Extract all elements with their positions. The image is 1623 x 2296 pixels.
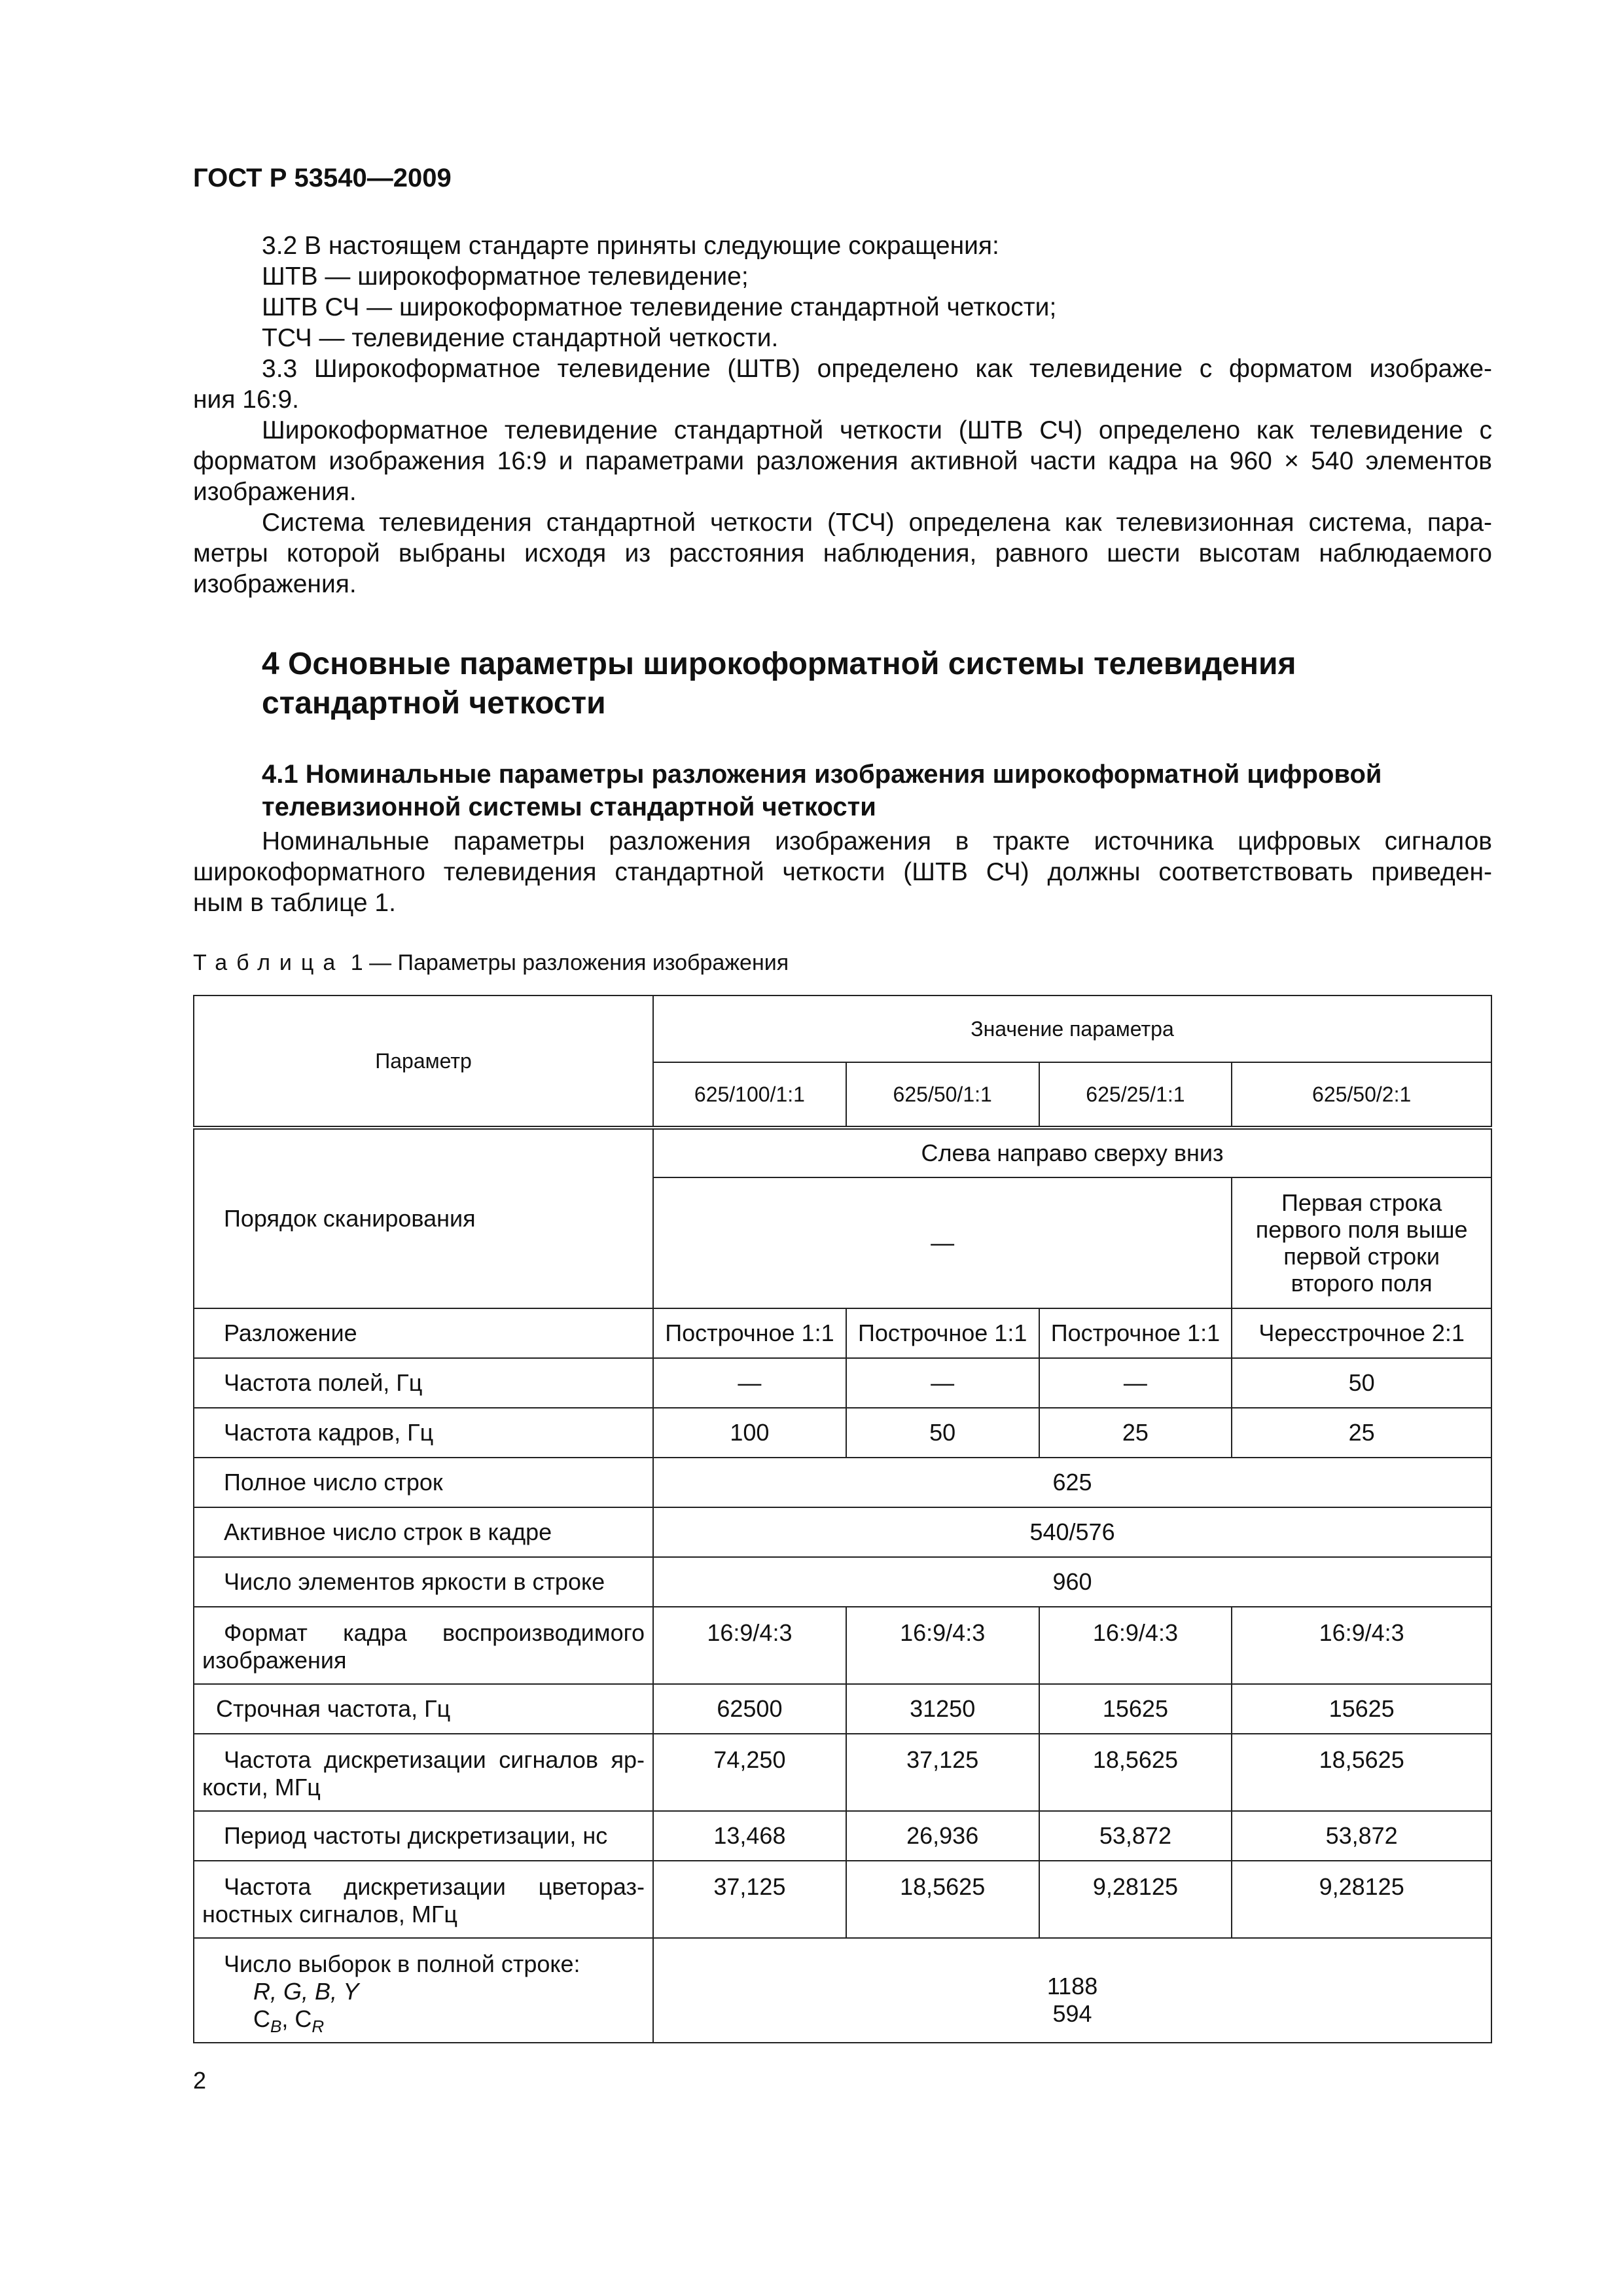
page-number: 2 bbox=[193, 2067, 207, 2094]
para-shtv-sch-line3: изображения. bbox=[193, 478, 357, 506]
header-col-2: 625/50/1:1 bbox=[846, 1062, 1039, 1128]
para-shtv-sch-line2: форматом изображения 16:9 и параметрами разложения активной части кадра на 960 × 540 элементов bbox=[193, 447, 1492, 475]
section-3-text bbox=[193, 230, 1492, 600]
para-tsch-line3: изображения. bbox=[193, 570, 357, 598]
header-col-3: 625/25/1:1 bbox=[1039, 1062, 1232, 1128]
table-row: Активное число строк в кадре 540/576 bbox=[194, 1507, 1491, 1557]
table-row: Полное число строк 625 bbox=[194, 1458, 1491, 1507]
table-row: Число элементов яркости в строке 960 bbox=[194, 1557, 1491, 1607]
header-parameter: Параметр bbox=[194, 996, 653, 1128]
section-4-1-heading: 4.1 Номинальные параметры разложения изображения широкоформатной цифровой телевизионной системы стандартной четкости bbox=[262, 760, 1382, 821]
para-tsch-line2: метры которой выбраны исходя из расстояния наблюдения, равного шести высотам наблюдаемого bbox=[193, 539, 1492, 567]
abbr-shtv: ШТВ — широкоформатное телевидение; bbox=[262, 262, 749, 291]
table-row: Частота дискретизации сигналов яр- кости, МГц 74,250 37,125 18,5625 18,5625 bbox=[194, 1734, 1491, 1811]
para-3-3-line2: ния 16:9. bbox=[193, 386, 300, 414]
table-row: Период частоты дискретизации, нс 13,468 26,936 53,872 53,872 bbox=[194, 1811, 1491, 1861]
para-tsch-line1: Система телевидения стандартной четкости (ТСЧ) определена как телевизионная система, пара- bbox=[262, 509, 1492, 537]
abbr-tsch: ТСЧ — телевидение стандартной четкости. bbox=[262, 324, 779, 352]
header-value: Значение параметра bbox=[653, 996, 1491, 1062]
table-row: Разложение Построчное 1:1 Построчное 1:1 Построчное 1:1 Чересстрочное 2:1 bbox=[194, 1308, 1491, 1358]
para-shtv-sch-line1: Широкоформатное телевидение стандартной четкости (ШТВ СЧ) определено как телевидение с bbox=[262, 416, 1492, 444]
table-row: Формат кадра воспроизводимого изображения 16:9/4:3 16:9/4:3 16:9/4:3 16:9/4:3 bbox=[194, 1607, 1491, 1684]
para-3-2: 3.2 В настоящем стандарте приняты следующие сокращения: bbox=[262, 232, 999, 260]
header-col-4: 625/50/2:1 bbox=[1232, 1062, 1491, 1128]
table-row: Число выборок в полной строке: R, G, B, Y $C_B$, $C_R$ 1188 594 bbox=[194, 1938, 1491, 2043]
document-header: ГОСТ Р 53540—2009 bbox=[193, 164, 452, 192]
table-row: Частота полей, Гц — — — 50 bbox=[194, 1358, 1491, 1408]
table-row: Частота кадров, Гц 100 50 25 25 bbox=[194, 1408, 1491, 1458]
abbr-shtv-sch: ШТВ СЧ — широкоформатное телевидение стандартной четкости; bbox=[262, 293, 1057, 321]
row-label-scan: Порядок сканирования bbox=[194, 1128, 653, 1308]
section-4-1-text: Номинальные параметры разложения изображения в тракте источника цифровых сигналов широкоформатного телевидения стандартной четкости (ШТВ СЧ) должны соответствовать приведен- ным в таблице 1. bbox=[193, 827, 1492, 917]
section-4-heading: 4 Основные параметры широкоформатной системы телевидения стандартной четкости bbox=[262, 647, 1296, 721]
table-caption: Таблица 1 — Параметры разложения изображения bbox=[193, 950, 789, 975]
table-row: Частота дискретизации цветораз- ностных сигналов, МГц 37,125 18,5625 9,28125 9,28125 bbox=[194, 1861, 1491, 1938]
parameters-table: Параметр Значение параметра 625/100/1:1 625/50/1:1 625/25/1:1 625/50/2:1 Порядок сканирования Слева направо сверху вниз — Первая строка первого поля выше первой строки второго поля Разложение Построчное 1:1 Построчное 1:1 Построчное 1:1 Чересстрочное 2:1 Частота полей, Гц — — — 50 Частота кадров, Гц 100 50 25 25 Полное число строк 625 Активное число строк в кадре 540/576 Число элементов яркости в строке 960 Формат кадра воспроизводимого изображения 16:9/4:3 16:9/4:3 16:9/4:3 16:9/4:3 Строчная частота, Гц 62500 31250 15625 15625 Частота дискретизации сигналов яр- кости, МГц 74,250 37,125 18,5625 18,5625 Период частоты дискретизации, нс 13,468 26,936 53,872 53,872 Частота дискретизации цветораз- ностных сигналов, МГц 37,125 18,5625 9,28125 9,28125 Число выборок в полной строке: R, G, B, Y $C_B$, $C_R$ 1188 594 bbox=[193, 995, 1492, 2043]
table-row: Строчная частота, Гц 62500 31250 15625 15625 bbox=[194, 1684, 1491, 1734]
para-3-3-line1: 3.3 Широкоформатное телевидение (ШТВ) определено как телевидение с форматом изображе- bbox=[262, 355, 1492, 383]
table-row: Порядок сканирования Слева направо сверху вниз bbox=[194, 1128, 1491, 1177]
header-col-1: 625/100/1:1 bbox=[653, 1062, 846, 1128]
